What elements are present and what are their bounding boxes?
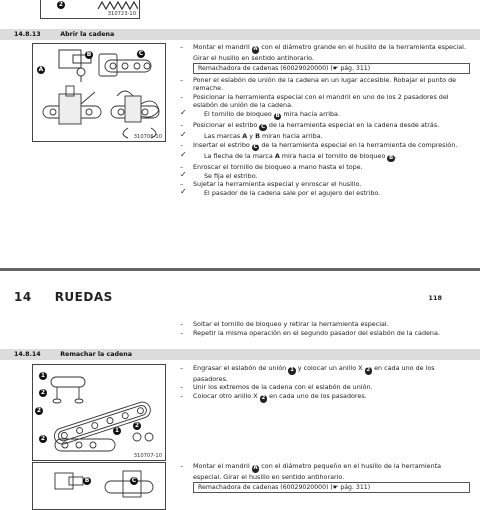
figure-code: 310723-10 [107, 11, 136, 17]
callout-ref: 2 [261, 395, 266, 402]
section-header-remachar [0, 349, 480, 360]
step-text: . [394, 151, 397, 160]
step-text: mira hacia arriba. [281, 109, 340, 118]
step-text: Unir los extremos de la cadena con el eslabón de unión. [193, 383, 373, 392]
step-text: Se fija el estribo. [204, 171, 258, 180]
chapter-heading [14, 290, 113, 304]
callout-2b: 2 [36, 407, 42, 414]
tool-reference-box [193, 63, 470, 74]
result-item [180, 107, 470, 121]
callout-ref: A [253, 46, 258, 52]
step-text: Posicionar el estribo [193, 120, 260, 129]
step-text: con el diámetro pequeño en el husillo de la herramienta especial. Girar el husillo en sentido antihorario. [193, 462, 442, 481]
step-item [180, 93, 470, 109]
mark-ref: B [255, 131, 260, 140]
result-item [180, 189, 470, 197]
instructions-continued [180, 320, 470, 338]
callout-ref: 2 [366, 367, 371, 373]
callout-2d: 2 [40, 435, 46, 442]
step-text: Enroscar el tornillo de bloqueo a mano hasta el tope. [193, 162, 363, 171]
callout-ref: C [261, 123, 266, 130]
step-item [180, 329, 470, 337]
section-number: 14.8.14 [14, 351, 41, 358]
step-item [180, 320, 470, 328]
callout-1: 1 [40, 372, 46, 379]
section-number: 14.8.13 [14, 31, 41, 38]
step-item [180, 383, 470, 391]
callout-2: 2 [40, 389, 46, 396]
step-text: Sujetar la herramienta especial y enroscar el husillo. [193, 180, 362, 189]
top-figure [40, 0, 140, 19]
step-text: con el diámetro grande en el husillo de la herramienta especial. Girar el husillo en sentido antihorario. [193, 43, 466, 62]
callout-b: B [84, 477, 90, 484]
step-item [180, 163, 470, 171]
instructions-next [180, 462, 470, 495]
step-item [180, 364, 470, 383]
step-text: Las marcas [204, 131, 243, 140]
result-item [180, 169, 470, 180]
callout-b: B [86, 51, 92, 58]
figure-abrir-cadena [32, 43, 166, 142]
checkmark-icon: ✓ [180, 107, 187, 117]
callout-ref: 1 [290, 367, 294, 373]
step-item [180, 141, 470, 152]
callout-ref: B [388, 154, 394, 161]
step-text: Montar el mandril [193, 43, 252, 51]
checkmark-icon: ✓ [180, 187, 187, 197]
step-text: El tornillo de bloqueo [204, 109, 274, 118]
callout-a: A [38, 66, 44, 73]
step-item [180, 462, 470, 481]
figure-code: 310707-10 [133, 453, 162, 459]
checkmark-icon: ✓ [180, 149, 187, 159]
step-text: Poner el eslabón de unión de la cadena en un lugar accesible. Robajar el punto de remache. [193, 75, 457, 92]
result-item [180, 149, 470, 163]
step-text: Montar el mandril [193, 462, 252, 470]
tool-reference-text: Remachadora de cadenas (60029020000) (☛ pág. 311) [198, 483, 371, 491]
callout-c: C [138, 50, 144, 57]
step-item [180, 121, 470, 132]
step-text: Soltar el tornillo de bloqueo y retirar la herramienta especial. [193, 320, 389, 328]
mark-ref: A [274, 151, 280, 160]
tool-reference-box [193, 482, 470, 493]
step-item [180, 180, 470, 188]
callout-2: 2 [58, 1, 64, 8]
page-separator [0, 268, 480, 271]
chain-assembly-illustration [33, 365, 165, 460]
section-title: Abrir la cadena [60, 31, 115, 38]
step-text: de la herramienta especial en la cadena desde atrás. [266, 120, 440, 129]
step-text: Posicionar la herramienta especial con el mandril en uno de los 2 pasadores del eslabón de unión de la cadena. [193, 92, 449, 109]
page-number: 118 [428, 294, 442, 302]
step-text: en cada uno de los pasadores. [193, 364, 435, 383]
step-text: Engrasar el eslabón de unión [193, 364, 289, 372]
callout-ref: C [253, 143, 258, 150]
callout-2c: 2 [134, 422, 140, 429]
step-text: El pasador de la cadena sale por el agujero del estribo. [204, 189, 381, 198]
chapter-number: 14 [14, 290, 32, 304]
step-text: de la herramienta especial en la herramienta de compresión. [259, 140, 458, 149]
figure-code: 310706-10 [133, 134, 162, 140]
callout-c: C [131, 477, 137, 484]
tool-illustration [33, 463, 165, 503]
result-item [180, 129, 470, 140]
instructions-remachar [180, 364, 470, 403]
step-text: mira hacia el tornillo de bloqueo [279, 151, 388, 160]
checkmark-icon: ✓ [180, 129, 187, 139]
step-text: miran hacia arriba. [259, 131, 323, 140]
step-item [180, 76, 470, 92]
mark-ref: A [242, 131, 248, 140]
callout-ref: B [275, 112, 280, 119]
figure-remachar-cadena [32, 364, 166, 461]
step-text: Repetir la misma operación en el segundo pasador del eslabón de la cadena. [193, 328, 440, 337]
step-item [180, 392, 470, 403]
chain-tool-illustration [33, 44, 165, 141]
step-text: y colocar un anillo X [295, 364, 365, 372]
tool-reference-text: Remachadora de cadenas (60029020000) (☛ pág. 311) [198, 64, 371, 72]
section-header-abrir [0, 29, 480, 40]
step-text: en cada uno de los pasadores. [267, 392, 367, 401]
figure-next [32, 462, 166, 510]
sprocket-illustration [96, 0, 138, 11]
instructions-abrir [180, 43, 470, 198]
checkmark-icon: ✓ [180, 169, 187, 179]
callout-1b: 1 [114, 427, 120, 434]
callout-ref: A [253, 465, 258, 471]
section-title: Remachar la cadena [60, 351, 132, 358]
step-text: y [247, 131, 256, 140]
step-text: Colocar otro anillo X [193, 392, 260, 401]
chapter-title: RUEDAS [54, 290, 113, 304]
step-text: La flecha de la marca [204, 151, 275, 160]
step-item [180, 43, 470, 62]
step-text: Insertar el estribo [193, 140, 252, 149]
